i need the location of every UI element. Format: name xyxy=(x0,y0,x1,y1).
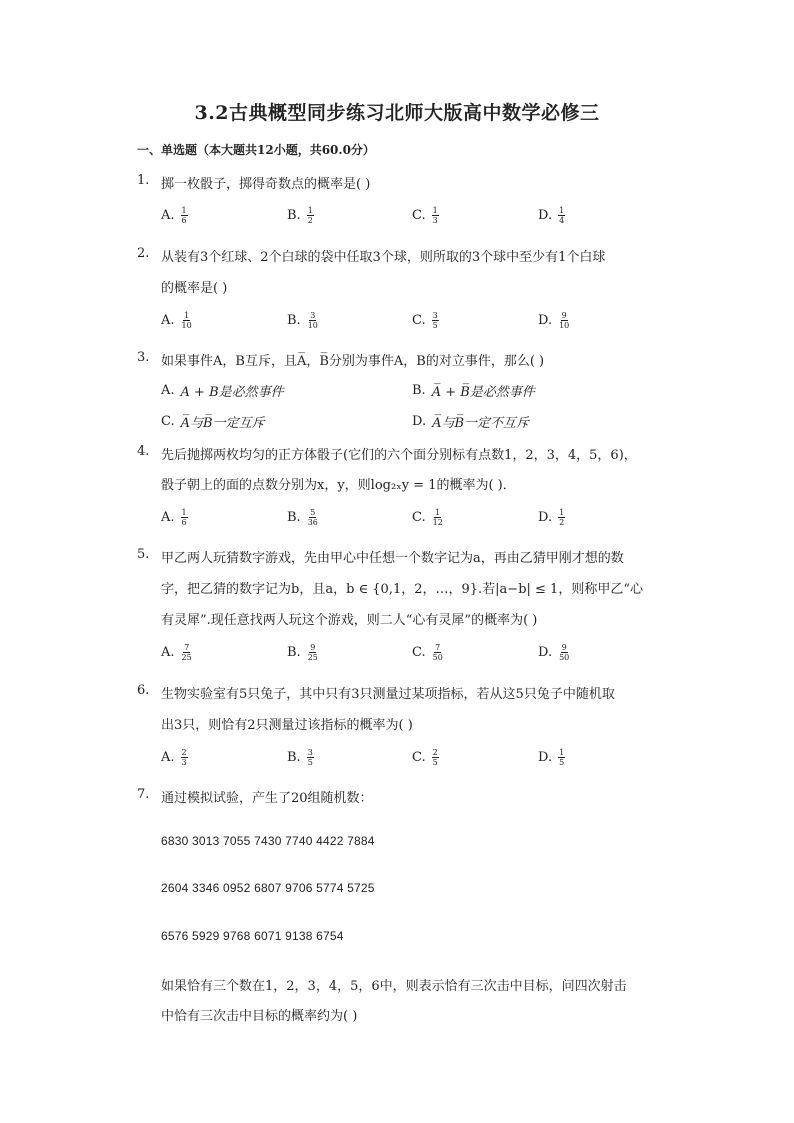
option-letter: C. xyxy=(412,208,426,223)
fraction xyxy=(558,643,570,662)
question-text: 骰子朝上的面的点数分别为x，y，则log₂ₓy = 1的概率为( )． xyxy=(161,478,516,493)
option-text: A̅ + B̅是必然事件 xyxy=(431,385,535,400)
question-text: 的概率是( ) xyxy=(161,281,228,296)
fraction xyxy=(307,748,314,767)
fraction xyxy=(307,643,319,662)
fraction-numerator: 9 xyxy=(561,311,567,320)
option-letter: C. xyxy=(412,313,426,328)
option-letter: A. xyxy=(161,313,175,328)
option-c xyxy=(412,748,439,767)
question-number: 4. xyxy=(137,444,150,459)
fraction-numerator: 7 xyxy=(184,643,190,652)
fraction-numerator: 1 xyxy=(184,311,190,320)
fraction-numerator: 1 xyxy=(307,206,313,215)
fraction-numerator: 2 xyxy=(181,748,187,757)
fraction-numerator: 7 xyxy=(435,643,441,652)
option-letter: C. xyxy=(412,750,426,765)
fraction-numerator: 1 xyxy=(559,508,565,517)
fraction xyxy=(432,748,439,767)
option-letter: A. xyxy=(161,510,175,525)
fraction-numerator: 9 xyxy=(310,643,316,652)
question-text: 字，把乙猜的数字记为b，且a，b ∈ {0,1，2，…，9}.若|a−b| ≤ 1，则称甲乙“心 xyxy=(161,582,643,597)
fraction-denominator: 50 xyxy=(559,653,570,662)
fraction-denominator: 5 xyxy=(432,758,438,767)
fraction-denominator: 4 xyxy=(559,216,565,225)
option-b xyxy=(287,748,314,767)
fraction xyxy=(181,748,188,767)
option-letter: A. xyxy=(161,208,175,223)
question-text: 中恰有三次击中目标的概率约为( ) xyxy=(161,1009,358,1024)
option-letter: D. xyxy=(538,645,553,660)
fraction xyxy=(432,508,444,527)
fraction-numerator: 2 xyxy=(432,748,438,757)
fraction-denominator: 10 xyxy=(559,321,570,330)
fraction-denominator: 5 xyxy=(559,758,565,767)
question-number: 6. xyxy=(137,683,150,698)
question-number: 7. xyxy=(137,787,150,802)
option-a xyxy=(161,748,188,767)
question-text: 生物实验室有5只兔子，其中只有3只测量过某项指标，若从这5只兔子中随机取 xyxy=(161,687,615,702)
option-letter: D. xyxy=(538,208,553,223)
option-letter: D. xyxy=(412,414,427,429)
question-text: 甲乙两人玩猜数字游戏，先由甲心中任想一个数字记为a，再由乙猜甲刚才想的数 xyxy=(161,551,624,566)
option-letter: B. xyxy=(287,645,301,660)
option-letter: D. xyxy=(538,750,553,765)
fraction-numerator: 1 xyxy=(432,206,438,215)
option-c xyxy=(412,643,444,662)
option-b xyxy=(287,643,319,662)
option-c xyxy=(412,206,439,225)
fraction-denominator: 25 xyxy=(307,653,318,662)
fraction-denominator: 5 xyxy=(432,321,438,330)
option-letter: B. xyxy=(412,383,426,398)
page-title: 3.2古典概型同步练习北师大版高中数学必修三 xyxy=(194,102,600,124)
fraction-denominator: 12 xyxy=(432,518,443,527)
fraction-denominator: 2 xyxy=(559,518,565,527)
option-a xyxy=(161,206,188,225)
option-letter: A. xyxy=(161,750,175,765)
question-number: 2. xyxy=(137,246,150,261)
fraction xyxy=(307,311,319,330)
option-b xyxy=(412,381,535,400)
option-d xyxy=(412,412,529,431)
question-text: 如果事件A，B互斥，且A̅，B̅分别为事件A，B的对立事件，那么( ) xyxy=(161,354,545,369)
option-c xyxy=(412,311,439,330)
question-text: 先后抛掷两枚均匀的正方体骰子(它们的六个面分别标有点数1，2，3，4，5，6)， xyxy=(161,448,637,463)
fraction-denominator: 6 xyxy=(181,518,187,527)
fraction xyxy=(307,508,319,527)
section-title: 一、单选题（本大题共12小题，共60.0分） xyxy=(137,143,375,157)
option-letter: B. xyxy=(287,313,301,328)
fraction xyxy=(307,206,314,225)
option-letter: D. xyxy=(538,313,553,328)
fraction-numerator: 1 xyxy=(181,508,187,517)
fraction-denominator: 6 xyxy=(181,216,187,225)
option-d xyxy=(538,206,565,225)
fraction-denominator: 36 xyxy=(307,518,318,527)
question-text: 有灵犀”.现任意找两人玩这个游戏，则二人“心有灵犀”的概率为( ) xyxy=(161,613,538,628)
fraction xyxy=(181,508,188,527)
question-number: 1. xyxy=(137,173,150,188)
fraction xyxy=(432,311,439,330)
fraction xyxy=(432,643,444,662)
option-letter: B. xyxy=(287,208,301,223)
option-c xyxy=(161,412,265,431)
question-text: 通过模拟试验，产生了20组随机数： xyxy=(161,791,373,806)
option-b xyxy=(287,311,319,330)
question-number: 3. xyxy=(137,350,150,365)
fraction-denominator: 5 xyxy=(307,758,313,767)
fraction-denominator: 50 xyxy=(432,653,443,662)
fraction-numerator: 1 xyxy=(559,748,565,757)
option-d xyxy=(538,748,565,767)
option-b xyxy=(287,508,319,527)
fraction-denominator: 3 xyxy=(181,758,187,767)
fraction-denominator: 10 xyxy=(181,321,192,330)
option-text: A̅与B̅一定不互斥 xyxy=(432,416,530,431)
option-letter: C. xyxy=(412,510,426,525)
option-letter: C. xyxy=(161,414,175,429)
option-letter: A. xyxy=(161,383,175,398)
random-number-row: 6576 5929 9768 6071 9138 6754 xyxy=(161,929,344,943)
fraction-numerator: 1 xyxy=(181,206,187,215)
fraction xyxy=(432,206,439,225)
option-a xyxy=(161,381,284,400)
fraction-numerator: 9 xyxy=(561,643,567,652)
option-letter: A. xyxy=(161,645,175,660)
option-text: A + B是必然事件 xyxy=(180,385,284,400)
fraction-numerator: 5 xyxy=(310,508,316,517)
fraction-numerator: 1 xyxy=(435,508,441,517)
fraction-denominator: 10 xyxy=(307,321,318,330)
fraction-denominator: 25 xyxy=(181,653,192,662)
fraction-numerator: 1 xyxy=(559,206,565,215)
random-number-row: 2604 3346 0952 6807 9706 5774 5725 xyxy=(161,881,375,895)
option-letter: D. xyxy=(538,510,553,525)
option-a xyxy=(161,643,193,662)
fraction xyxy=(558,206,565,225)
fraction xyxy=(558,748,565,767)
option-d xyxy=(538,311,570,330)
fraction xyxy=(181,206,188,225)
option-d xyxy=(538,643,570,662)
fraction-numerator: 3 xyxy=(432,311,438,320)
fraction-denominator: 2 xyxy=(307,216,313,225)
fraction xyxy=(558,508,565,527)
fraction xyxy=(558,311,570,330)
option-a xyxy=(161,311,193,330)
fraction-numerator: 3 xyxy=(307,748,313,757)
fraction-denominator: 3 xyxy=(432,216,438,225)
fraction xyxy=(181,311,193,330)
question-number: 5. xyxy=(137,547,150,562)
fraction xyxy=(181,643,193,662)
option-a xyxy=(161,508,188,527)
option-c xyxy=(412,508,444,527)
question-text: 掷一枚骰子，掷得奇数点的概率是( ) xyxy=(161,177,371,192)
option-d xyxy=(538,508,565,527)
random-number-row: 6830 3013 7055 7430 7740 4422 7884 xyxy=(161,834,375,848)
option-b xyxy=(287,206,314,225)
question-text: 从装有3个红球、2个白球的袋中任取3个球，则所取的3个球中至少有1个白球 xyxy=(161,250,606,265)
question-text: 如果恰有三个数在1，2，3，4，5，6中，则表示恰有三次击中目标，问四次射击 xyxy=(161,979,627,994)
option-text: A̅与B̅一定互斥 xyxy=(180,416,265,431)
question-text: 出3只，则恰有2只测量过该指标的概率为( ) xyxy=(161,718,413,733)
fraction-numerator: 3 xyxy=(310,311,316,320)
option-letter: B. xyxy=(287,750,301,765)
option-letter: C. xyxy=(412,645,426,660)
option-letter: B. xyxy=(287,510,301,525)
